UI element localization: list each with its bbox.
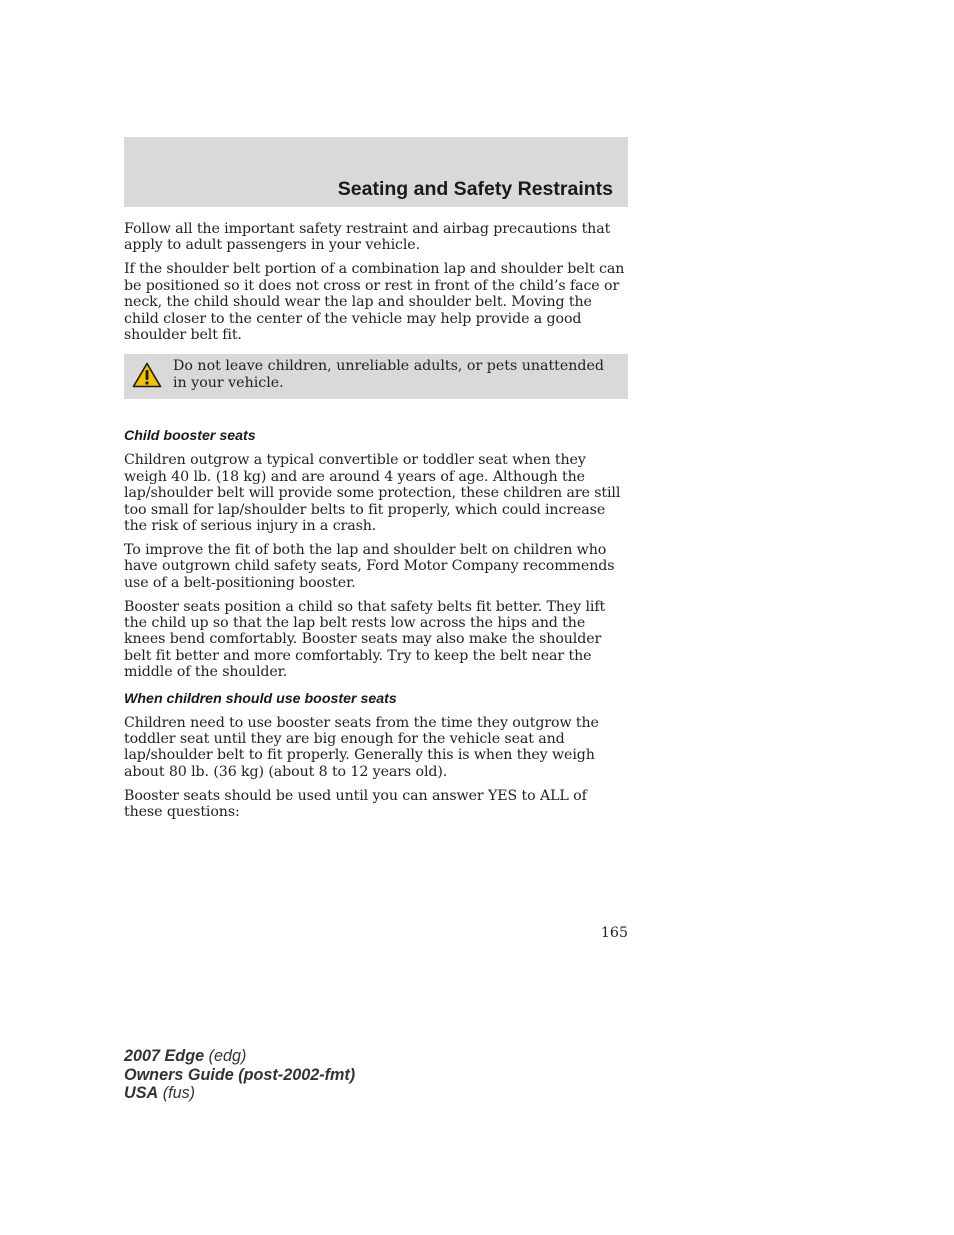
paragraph: Booster seats position a child so that safety belts fit better. They lift the child up so that the lap belt rests low across the hips and the knees bend comfortably. Booster seats may also make the shoulder belt fit better and more comfortably. Try to keep the belt near the middle of the shoulder. (124, 598, 606, 681)
warning-triangle-icon (132, 362, 162, 388)
footer-line-model (124, 1047, 355, 1066)
footer-guide: Owners Guide (post-2002-fmt) (124, 1065, 356, 1084)
paragraph: If the shoulder belt portion of a combination lap and shoulder belt can be positioned so it does not cross or rest in front of the child’s face or neck, the child should wear the lap and shoulder belt. Moving the child closer to the center of the vehicle may help provide a good shoulder belt fit. (124, 261, 625, 343)
warning-text: Do not leave children, unreliable adults, or pets unattended in your vehicle. (173, 358, 604, 391)
footer-model-code: (edg) (208, 1047, 247, 1065)
paragraph: Follow all the important safety restraint and airbag precautions that apply to adult passengers in your vehicle. (124, 221, 611, 254)
paragraph: Booster seats should be used until you can answer YES to ALL of these questions: (124, 787, 587, 821)
footer-line-guide (124, 1066, 355, 1085)
footer-market: USA (124, 1084, 159, 1102)
paragraph: Children outgrow a typical convertible or toddler seat when they weigh 40 lb. (18 kg) and are around 4 years of age. Although the lap/shoulder belt will provide some protection, these children are still too small for lap/shoulder belts to fit properly, which could increase the risk of serious injury in a crash. (124, 452, 621, 534)
paragraph: To improve the fit of both the lap and shoulder belt on children who have outgrown child safety seats, Ford Motor Company recommends use of a belt-positioning booster. (124, 541, 615, 591)
section-heading-booster: Child booster seats (124, 428, 256, 445)
footer-line-market (124, 1084, 355, 1103)
footer-market-code: (fus) (162, 1084, 196, 1102)
section-heading-when: When children should use booster seats (124, 690, 397, 707)
document-footer (124, 1047, 355, 1103)
warning-box (124, 354, 628, 399)
page-title: Seating and Safety Restraints (337, 178, 613, 200)
paragraph: Children need to use booster seats from the time they outgrow the toddler seat until they are big enough for the vehicle seat and lap/shoulder belt to fit properly. Generally this is when they weigh about 80 lb. (36 kg) (about 8 to 12 years old). (124, 714, 599, 780)
footer-model: 2007 Edge (124, 1047, 205, 1065)
main-content (124, 221, 628, 828)
section-header (124, 137, 628, 207)
page-number: 165 (600, 925, 628, 941)
